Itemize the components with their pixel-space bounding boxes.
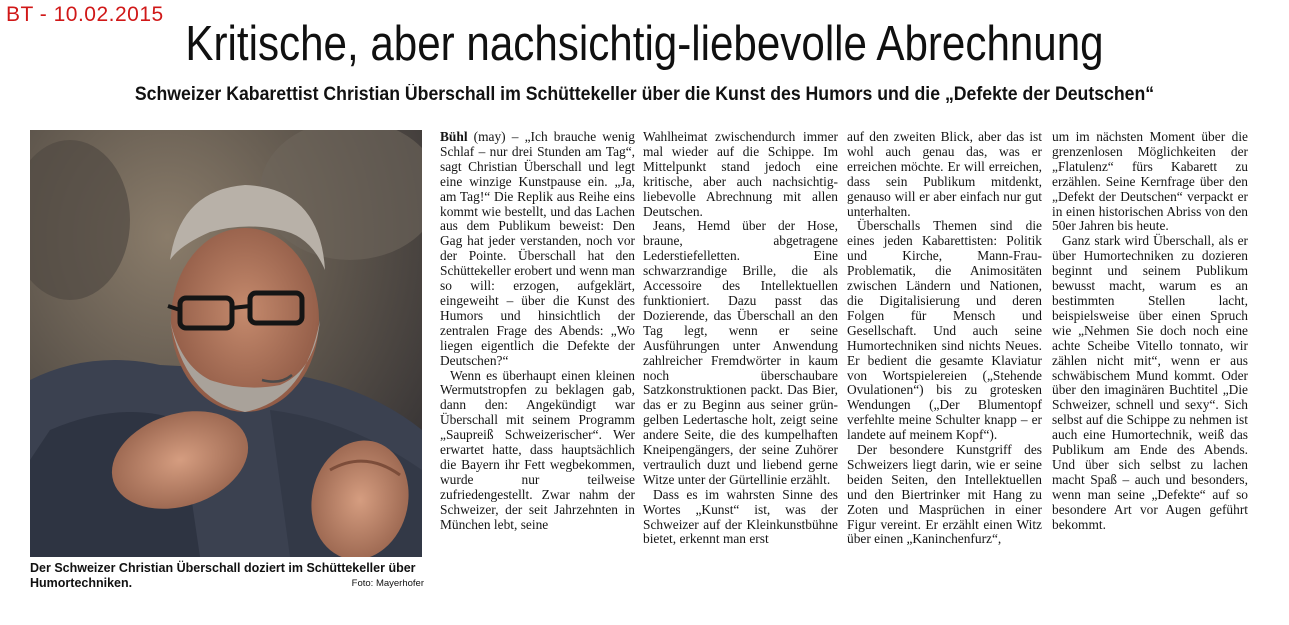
paragraph (440, 130, 635, 369)
caption-text: Der Schweizer Christian Überschall doziert im Schüttekeller über Humortechniken. (30, 561, 416, 590)
photo-credit: Foto: Mayerhofer (351, 578, 424, 589)
article-photo (30, 130, 422, 557)
paragraph: Ganz stark wird Überschall, als er über Humortechniken zu dozieren beginnt und seinem Publikum bewusst macht, warum es an bestimmten Stellen lacht, beispielsweise über einen Spruch wie „Nehmen Sie doch noch eine achte Scheibe Vitello tonnato, wir zählen nicht mit“, wenn er aus schwäbischem Mund kommt. Oder über den imaginären Buchtitel „Die Schweizer, schnell und sexy“. Sich selbst auf die Schippe zu nehmen ist auch eine Humortechnik, weiß das Publikum am Ende des Abends. Und über sich selbst zu lachen macht Spaß – auch und besonders, wenn man seine „Defekte“ auf so besondere Art vor Augen geführt bekommt. (1052, 233, 1248, 532)
paragraph: Dass es im wahrsten Sinne des Wortes „Kunst“ ist, was der Schweizer auf der Kleinkunstbühne bietet, erkennt man erst (643, 486, 838, 547)
paragraph: auf den zweiten Blick, aber das ist wohl auch genau das, was er erreichen möchte. Er will erreichen, dass sein Publikum mitdenkt, genauso will er aber einfach nur gut unterhalten. (847, 130, 1042, 219)
date-stamp: BT - 10.02.2015 (6, 3, 164, 26)
paragraph-text: (may) – „Ich brauche wenig Schlaf – nur drei Stunden am Tag“, sagt Christian Überschall und legt eine winzige Kunstpause ein. „Ja, am Tag!“ Die Replik aus Reihe eins kommt wie bestellt, und das Lachen aus dem Publikum beweist: Den Gag hat jeder verstanden, noch vor der Pointe. Überschall hat den Schüttekeller erobert und wenn man so will: erzogen, aufgeklärt, eingeweiht – über die Kunst des Humors und hinsichtlich der zentralen Frage des Abends: „Wo liegen eigentlich die Defekte der Deutschen?“ (440, 130, 635, 368)
paragraph: um im nächsten Moment über die grenzenlosen Möglichkeiten der „Flatulenz“ fürs Kabarett zu erzählen. Seine Kernfrage über den „Defekt der Deutschen“ verpackt er in einen historischen Abriss von den 50er Jahren bis heute. (1052, 130, 1248, 234)
article-column-2 (643, 130, 838, 600)
headline: Kritische, aber nachsichtig-liebevolle Abrechnung (185, 17, 1104, 71)
paragraph: Wahlheimat zwischendurch immer mal wieder auf die Schippe. Im Mittelpunkt stand jedoch eine kritische, aber auch nachsichtig-liebevolle Abrechnung mit allen Deutschen. (643, 130, 838, 219)
paragraph: Überschalls Themen sind die eines jeden Kabarettisten: Politik und Kirche, Mann-Frau-Problematik, die Animositäten zwischen Ländern und Nationen, die Digitalisierung und deren Folgen für Mensch und Gesellschaft. Und auch seine Humortechniken sind nichts Neues. Er bedient die gesamte Klaviatur von Wortspielereien („Stehende Ovulationen“) bis zu grotesken Wendungen („Der Blumentopf verfehlte meine Schulter knapp – er landete auf meinem Kopf“). (847, 218, 1042, 443)
article-column-4 (1052, 130, 1248, 600)
subheadline: Schweizer Kabarettist Christian Überschall im Schüttekeller über die Kunst des Humors und die „Defekte der Deutschen“ (134, 84, 1155, 105)
article-column-1 (440, 130, 635, 600)
photo-caption (30, 561, 424, 591)
article-column-3 (847, 130, 1042, 600)
paragraph: Wenn es überhaupt einen kleinen Wermutstropfen zu beklagen gab, dann den: Angekündigt war Überschall mit seinem Programm „Saupreiß Schweizerischer“. Wer erwartet hatte, dass hauptsächlich die Bayern ihr Fett wegbekommen, wurde nur teilweise zufriedengestellt. Zwar nahm der Schweizer, der seit Jahrzehnten in München lebt, seine (440, 367, 635, 532)
dateline: Bühl (440, 130, 468, 144)
paragraph: Jeans, Hemd über der Hose, braune, abgetragene Lederstiefelletten. Eine schwarzrandige Brille, die als Accessoire des Intellektuellen funktioniert. Dazu passt das Dozierende, das Überschall an den Tag legt, wenn er seine Ausführungen unter Anwendung zahlreicher Fremdwörter in kaum noch überschaubare Satzkonstruktionen packt. Das Bier, das er zu Beginn aus seiner grün-gelben Ledertasche holt, zeigt seine andere Seite, die des kumpelhaften Kneipengängers, der seine Zuhörer vertraulich duzt und liebend gerne Witze unter der Gürtellinie erzählt. (643, 218, 838, 487)
paragraph: Der besondere Kunstgriff des Schweizers liegt darin, wie er seine beiden Seiten, den Intellektuellen und den Biertrinker mit Hang zu Zoten und Masprüchen in einer Figur vereint. Er erzählt einen Witz über einen „Kaninchenfurz“, (847, 442, 1042, 547)
